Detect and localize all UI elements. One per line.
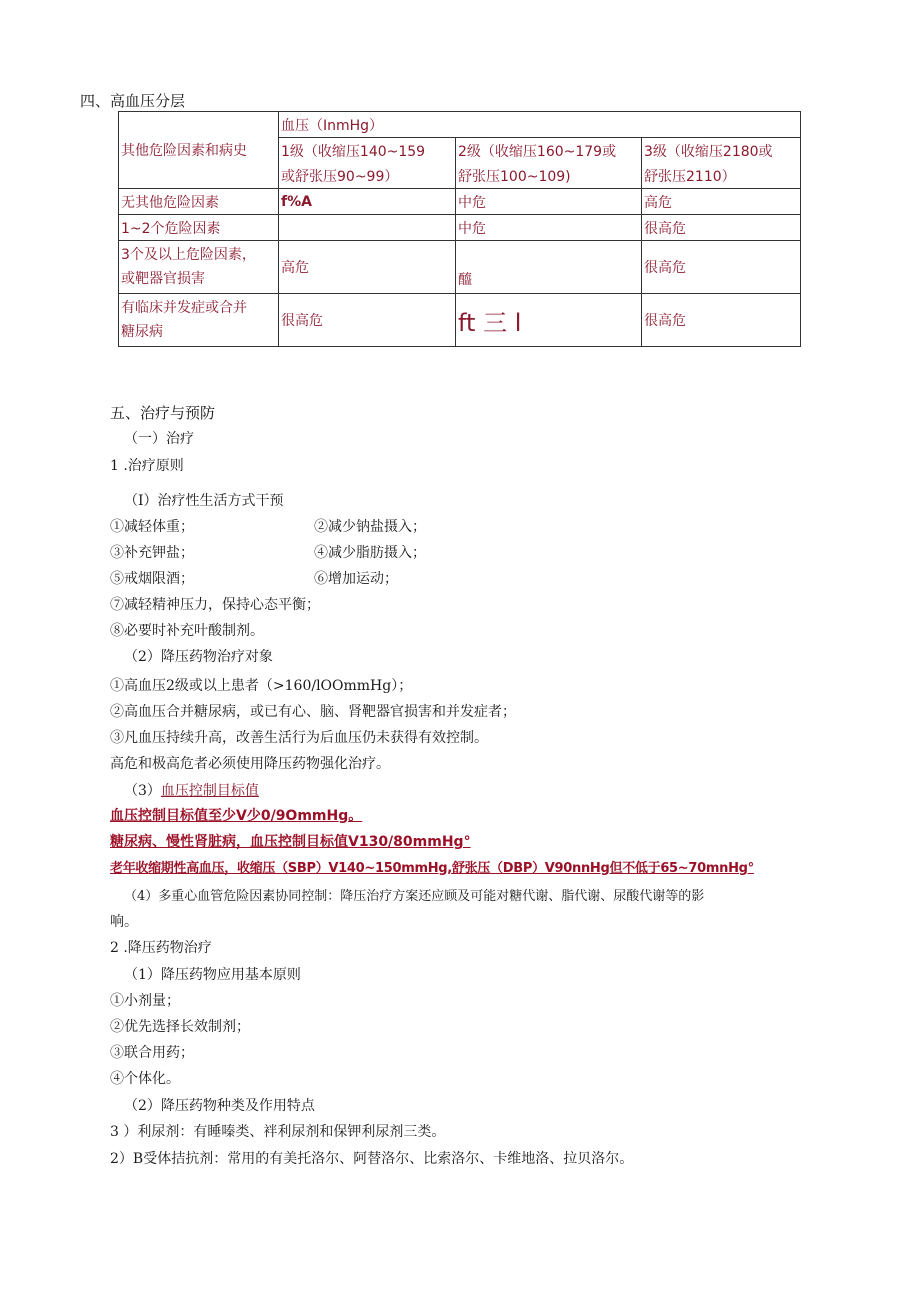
cell-grade2: ft 三 l: [456, 294, 642, 347]
list-item: ③联合用药；: [110, 1045, 194, 1061]
header-risk-factors: 其他危险因素和病史: [119, 112, 279, 189]
list-item: ②减少钠盐摄入；: [314, 519, 426, 535]
row-label-line2: 或靶器官损害: [121, 271, 205, 287]
cell-grade2: 中危: [456, 215, 642, 241]
list-item: ⑧必要时补充叶酸制剂。: [110, 623, 264, 639]
list-item: ⑦减轻精神压力，保持心态平衡；: [110, 597, 320, 613]
row-label: 无其他危险因素: [119, 189, 279, 215]
list-item: ①小剂量；: [110, 993, 180, 1009]
list-item: ③补充钾盐；: [110, 545, 194, 561]
subsection-treatment: （一）治疗: [124, 431, 194, 447]
heading-drug-types: （2）降压药物种类及作用特点: [124, 1098, 315, 1114]
target-general: 血压控制目标值至少V少0/9OmmHg。: [110, 808, 363, 824]
list-item: ②优先选择长效制剂；: [110, 1019, 250, 1035]
row-label-line2: 糖尿病: [121, 324, 163, 340]
list-item: 3 ）利尿剂：有睡嗪类、袢利尿剂和保钾利尿剂三类。: [110, 1124, 446, 1140]
heading-bp-target-number: （3）: [124, 783, 161, 799]
cell-grade3: 很高危: [642, 294, 801, 347]
heading-bp-target-label: 血压控制目标值: [160, 783, 259, 799]
cell-grade1: [279, 215, 456, 241]
header-grade2-line2: 舒张压100~109): [456, 163, 642, 189]
header-grade2-line1: 2级（收缩压160~179或: [456, 138, 642, 164]
list-item: ④个体化。: [110, 1071, 180, 1087]
heading-principles: 1 .治疗原则: [110, 458, 184, 474]
list-item: ①高血压2级或以上患者（>160∕lOOmmHg）；: [110, 678, 413, 694]
row-label: [119, 241, 279, 294]
list-item: 2）B受体拮抗剂：常用的有美托洛尔、阿替洛尔、比索洛尔、卡维地洛、拉贝洛尔。: [110, 1151, 634, 1167]
cell-grade3: 高危: [642, 189, 801, 215]
risk-stratification-table: [118, 111, 801, 347]
list-item: ①减轻体重；: [110, 519, 194, 535]
paragraph-risk-control-end: 响。: [110, 914, 138, 930]
header-grade3-line1: 3级（收缩压2180或: [642, 138, 801, 164]
row-label-line1: 3个及以上危险因素，: [121, 247, 256, 263]
list-item: ④减少脂肪摄入；: [314, 545, 426, 561]
heading-bp-target: [124, 780, 259, 800]
table-row: [119, 189, 801, 215]
list-item: ⑥增加运动；: [314, 571, 398, 587]
header-grade1-line1: 1级（收缩压140~159: [279, 138, 456, 164]
section-title-5: 五、治疗与预防: [110, 404, 216, 422]
header-grade1-line2: 或舒张压90~99）: [279, 163, 456, 189]
cell-grade1: f%A: [279, 189, 456, 215]
paragraph-risk-control: （4）多重心血管危险因素协同控制：降压治疗方案还应顾及可能对糖代谢、脂代谢、尿酸代谢等的影: [124, 889, 705, 904]
target-diabetes: 糖尿病、慢性肾脏病，血压控制目标值V130/80mmHg°: [110, 834, 471, 850]
header-grade3-line2: 舒张压2110）: [642, 163, 801, 189]
list-item: ③凡血压持续升高，改善生活行为后血压仍未获得有效控制。: [110, 730, 488, 746]
cell-grade1: 很高危: [279, 294, 456, 347]
cell-grade3: 很高危: [642, 241, 801, 294]
list-item: ②高血压合并糖尿病，或已有心、脑、肾靶器官损害和并发症者；: [110, 704, 516, 720]
table-row: [119, 241, 801, 294]
section-title-4: 四、高血压分层: [80, 92, 186, 110]
paragraph-high-risk: 高危和极高危者必须使用降压药物强化治疗。: [110, 756, 390, 772]
cell-grade2: 醯: [456, 241, 642, 294]
cell-grade2: 中危: [456, 189, 642, 215]
cell-grade1: 高危: [279, 241, 456, 294]
heading-drug-targets: （2）降压药物治疗对象: [124, 649, 273, 665]
heading-drug-therapy: 2 .降压药物治疗: [110, 940, 212, 956]
heading-lifestyle: （I）治疗性生活方式干预: [124, 493, 284, 509]
target-elderly: 老年收缩期性高血压，收缩压（SBP）V140~150mmHg,舒张压（DBP）V90nnHg但不低于65~70mnHg°: [110, 861, 754, 876]
cell-grade3: 很高危: [642, 215, 801, 241]
row-label-line1: 有临床并发症或合并: [121, 300, 247, 316]
header-bp: 血压（InmHg）: [279, 112, 801, 138]
heading-drug-principles: （1）降压药物应用基本原则: [124, 967, 301, 983]
table-row: [119, 294, 801, 347]
list-item: ⑤戒烟限酒；: [110, 571, 194, 587]
row-label: 1~2个危险因素: [119, 215, 279, 241]
table-row: [119, 215, 801, 241]
row-label: [119, 294, 279, 347]
